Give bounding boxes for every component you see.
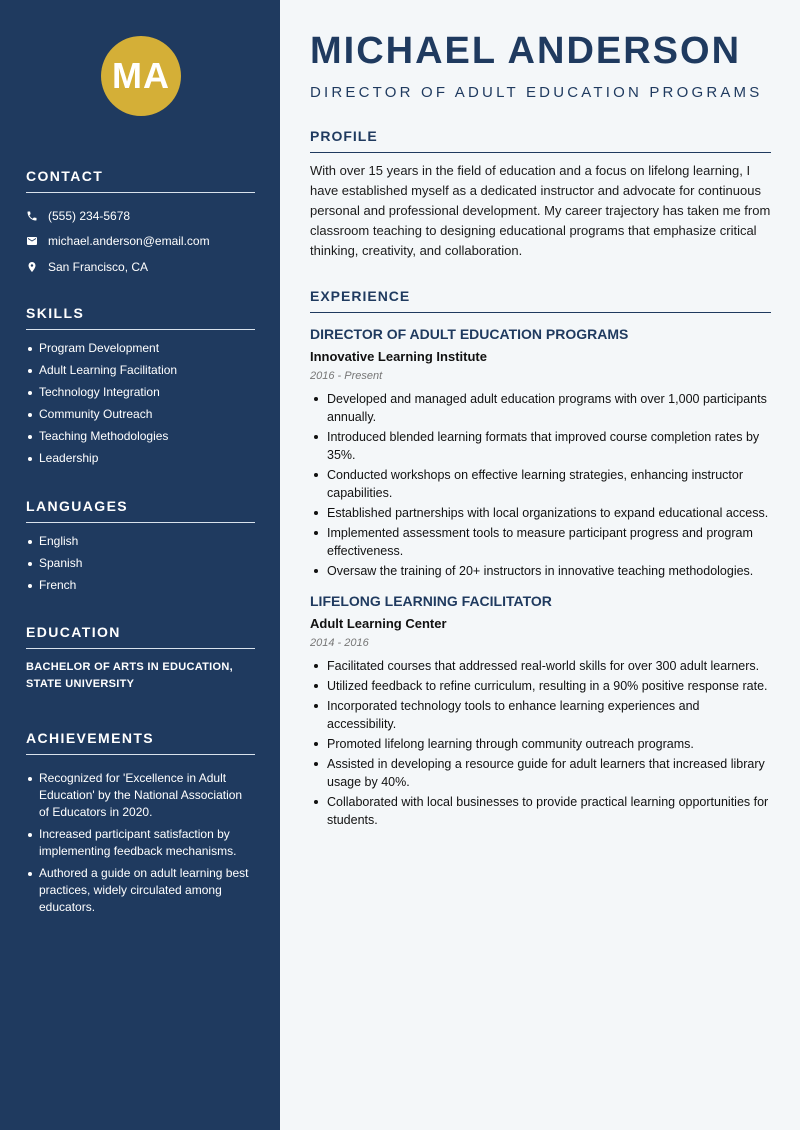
skill-item: Adult Learning Facilitation: [26, 362, 255, 379]
skill-item: Leadership: [26, 450, 255, 467]
education-heading: EDUCATION: [26, 624, 255, 649]
contact-list: [26, 203, 255, 280]
email-icon: [26, 235, 48, 247]
job-bullet: Implemented assessment tools to measure participant progress and program effectiveness.: [310, 524, 771, 560]
contact-heading: CONTACT: [26, 168, 255, 193]
experience-section: [310, 288, 771, 831]
contact-section: [26, 168, 255, 280]
languages-section: [26, 498, 255, 599]
job-title: LIFELONG LEARNING FACILITATOR: [310, 593, 552, 609]
job-company: Innovative Learning Institute: [310, 349, 487, 364]
job-company: Adult Learning Center: [310, 616, 447, 631]
job-bullet: Incorporated technology tools to enhance learning experiences and accessibility.: [310, 697, 771, 733]
job-bullet: Utilized feedback to refine curriculum, resulting in a 90% positive response rate.: [310, 677, 771, 695]
job-dates: 2014 - 2016: [310, 637, 369, 649]
skills-list: [26, 340, 255, 467]
job-entry: [310, 326, 771, 580]
skill-item: Community Outreach: [26, 406, 255, 423]
job-bullet: Assisted in developing a resource guide for adult learners that increased library usage by 40%.: [310, 755, 771, 791]
email-text[interactable]: michael.anderson@email.com: [48, 234, 210, 249]
sidebar: [0, 0, 280, 1130]
job-bullet: Promoted lifelong learning through community outreach programs.: [310, 735, 771, 753]
candidate-name: MICHAEL ANDERSON: [310, 30, 742, 72]
job-entry: [310, 593, 771, 829]
profile-text: With over 15 years in the field of education and a focus on lifelong learning, I have established myself as a dedicated instructor and advocate for continuous personal and professional development. My career trajectory has taken me from classroom teaching to designing educational programs that emphasize critical thinking, creativity, and collaboration.: [310, 163, 771, 258]
achievement-item: Increased participant satisfaction by implementing feedback mechanisms.: [26, 826, 255, 860]
achievement-item: Recognized for 'Excellence in Adult Education' by the National Association of Educators in 2020.: [26, 770, 255, 821]
job-bullet: Established partnerships with local organizations to expand educational access.: [310, 504, 771, 522]
skill-item: Technology Integration: [26, 384, 255, 401]
profile-heading: PROFILE: [310, 128, 771, 153]
job-bullet: Facilitated courses that addressed real-world skills for over 300 adult learners.: [310, 657, 771, 675]
job-bullets: [310, 657, 771, 829]
job-bullet: Introduced blended learning formats that improved course completion rates by 35%.: [310, 428, 771, 464]
contact-phone: [26, 203, 255, 229]
candidate-title: DIRECTOR OF ADULT EDUCATION PROGRAMS: [310, 84, 763, 101]
contact-email: [26, 229, 255, 255]
achievement-item: Authored a guide on adult learning best practices, widely circulated among educators.: [26, 865, 255, 916]
contact-location: [26, 254, 255, 280]
languages-heading: LANGUAGES: [26, 498, 255, 523]
language-item: English: [26, 533, 255, 550]
achievements-heading: ACHIEVEMENTS: [26, 730, 255, 755]
location-pin-icon: [26, 261, 48, 273]
skill-item: Program Development: [26, 340, 255, 357]
job-bullets: [310, 390, 771, 580]
job-bullet: Oversaw the training of 20+ instructors in innovative teaching methodologies.: [310, 562, 771, 580]
location-text: San Francisco, CA: [48, 259, 149, 274]
job-bullet: Developed and managed adult education programs with over 1,000 participants annually.: [310, 390, 771, 426]
languages-list: [26, 533, 255, 594]
phone-text[interactable]: (555) 234-5678: [48, 208, 131, 223]
achievements-section: [26, 730, 255, 921]
job-bullet: Collaborated with local businesses to provide practical learning opportunities for students.: [310, 793, 771, 829]
phone-icon: [26, 210, 48, 222]
skills-heading: SKILLS: [26, 305, 255, 330]
language-item: Spanish: [26, 555, 255, 572]
education-section: [26, 624, 255, 693]
education-degree: BACHELOR OF ARTS IN EDUCATION, STATE UNIVERSITY: [26, 661, 233, 690]
job-dates: 2016 - Present: [310, 370, 383, 382]
avatar: MA: [101, 36, 181, 116]
skills-section: [26, 305, 255, 472]
profile-section: [310, 128, 771, 261]
experience-heading: EXPERIENCE: [310, 288, 771, 313]
language-item: French: [26, 577, 255, 594]
skill-item: Teaching Methodologies: [26, 428, 255, 445]
job-bullet: Conducted workshops on effective learning strategies, enhancing instructor capabilities.: [310, 466, 771, 502]
job-title: DIRECTOR OF ADULT EDUCATION PROGRAMS: [310, 326, 629, 342]
achievements-list: [26, 770, 255, 916]
